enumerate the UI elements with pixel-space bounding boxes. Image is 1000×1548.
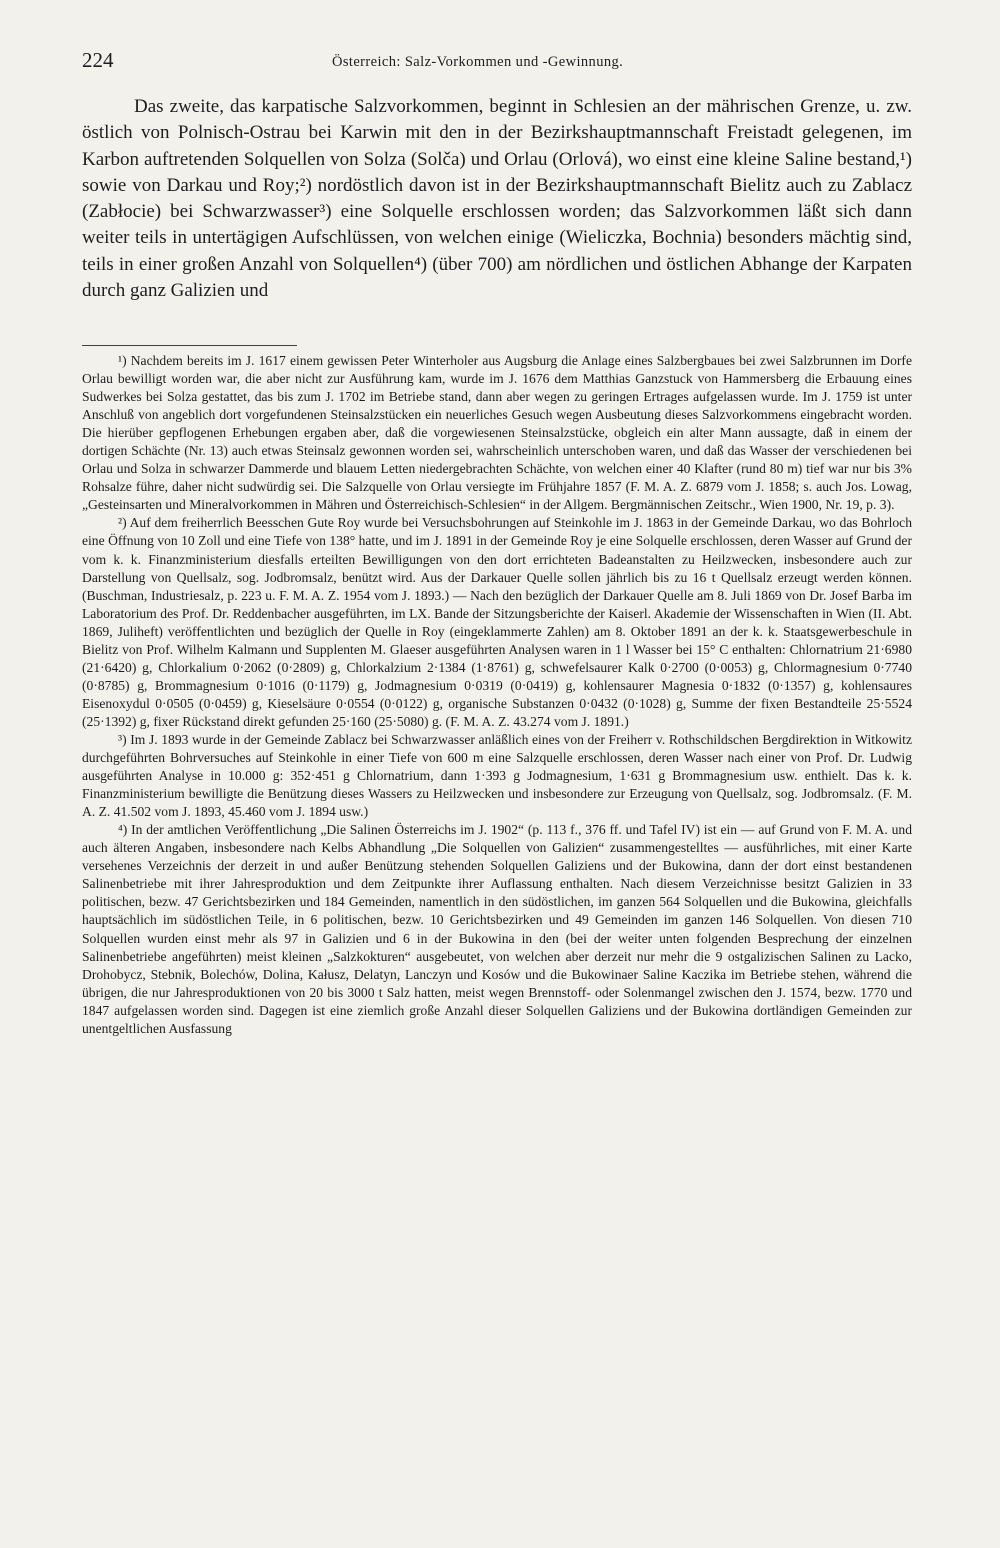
main-paragraph: Das zweite, das karpatische Salzvorkommen, beginnt in Schlesien an der mährischen Grenze, u. zw. östlich von Polnisch-Ostrau bei Karwin mit den in der Bezirkshauptmannschaft Freistadt gelegenen, im Karbon auftretenden Solquellen von Solza (Solča) und Orlau (Orlová), wo einst eine kleine Saline bestand,¹) sowie von Darkau und Roy;²) nordöstlich davon ist in der Bezirkshauptmannschaft Bielitz auch zu Zablacz (Zabłocie) bei Schwarzwasser³) eine Solquelle erschlossen worden; das Salzvorkommen läßt sich dann weiter teils in untertägigen Aufschlüssen, von welchen einige (Wieliczka, Bochnia) besonders mächtig sind, teils in einer großen Anzahl von Solquellen⁴) (über 700) am nördlichen und östlichen Abhange der Karpaten durch ganz Galizien und <box>82 96 912 302</box>
footnote-4 <box>82 821 912 1038</box>
footnote-4-text: In der amtlichen Veröffentlichung „Die Salinen Österreichs im J. 1902“ (p. 113 f., 376 ff. und Tafel IV) ist ein — auf Grund von F. M. A. und auch älteren Angaben, insbesondere nach Kelbs Abhandlung „Die Solquellen von Galizien“ zusammengestelltes — ausführliches, mit einer Karte versehenes Verzeichnis der derzeit in und außer Benützung stehenden Solquellen Galiziens und der Bukowina, dann der dort einst bestandenen Salinenbetriebe mit ihrer Jahresproduktion und dem Zeitpunkte ihrer Auflassung enthalten. Nach diesem Verzeichnisse besitzt Galizien in 33 politischen, bezw. 47 Gerichtsbezirken und 184 Gemeinden, namentlich in den südöstlichen, im ganzen 564 Solquellen und die Bukowina, gleichfalls hauptsächlich im südöstlichen Teile, in 6 politischen, bezw. 10 Gerichtsbezirken und 49 Gemeinden im ganzen 146 Solquellen. Von diesen 710 Solquellen wurden einst mehr als 97 in Galizien und 6 in der Bukowina in den (bei der weiter unten folgenden Besprechung der einzelnen Salinenbetriebe angeführten) meist kleinen „Salzkokturen“ ausgebeutet, von welchen aber derzeit nur mehr die 9 ostgalizischen Salinen zu Lacko, Drohobycz, Stebnik, Bolechów, Dolina, Kałusz, Delatyn, Lanczyn und Kosów und die Bukowinaer Saline Kaczika im Betriebe stehen, während die übrigen, die nur Jahresproduktionen von 20 bis 3000 t Salz hatten, meist wegen Brennstoff- oder Solenmangel zwischen den J. 1574, bezw. 1770 und 1847 aufgelassen worden sind. Dagegen ist eine ziemlich große Anzahl dieser Solquellen Galiziens und der Bukowina dortländigen Gemeinden zur unentgeltlichen Ausfassung <box>82 822 912 1036</box>
page-number: 224 <box>82 48 114 72</box>
footnote-2 <box>82 514 912 731</box>
footnote-1-marker: ¹) <box>118 353 127 368</box>
footnote-2-text: Auf dem freiherrlich Beesschen Gute Roy wurde bei Versuchsbohrungen auf Steinkohle im J. 1863 in der Gemeinde Darkau, wo das Bohrloch eine Öffnung von 10 Zoll und eine Tiefe von 138° hatte, und im J. 1891 in der Gemeinde Roy je eine Solquelle erschlossen, deren Wasser auf Grund der vom k. k. Finanzministerium diesfalls erteilten Bewilligungen von den dort errichteten Badeanstalten zu Heilzwecken, insbesondere auch zur Darstellung von Quellsalz, sog. Jodbromsalz, benützt wird. Aus der Darkauer Quelle sollen jährlich bis zu 16 t Quellsalz erzeugt werden können. (Buschman, Industriesalz, p. 223 u. F. M. A. Z. 1954 vom J. 1893.) — Nach den bezüglich der Darkauer Quelle am 8. Juli 1869 von Dr. Josef Barba im Laboratorium des Prof. Dr. Reddenbacher ausgeführten, im LX. Bande der Sitzungsberichte der Kaiserl. Akademie der Wissenschaften in Wien (II. Abt. 1869, Juliheft) veröffentlichten und bezüglich der Quelle in Roy (eingeklammerte Zahlen) am 8. Oktober 1891 an der k. k. Staatsgewerbeschule in Bielitz von Prof. Wilhelm Kalmann und Supplenten M. Glaeser ausgeführten Analysen waren in 1 l Wasser bei 15° C enthalten: Chlornatrium 21·6980 (21·6420) g, Chlorkalium 0·2062 (0·2809) g, Chlorkalzium 2·1384 (1·8761) g, schwefelsaurer Kalk 0·2700 (0·0053) g, Chlormagnesium 0·7740 (0·8785) g, Brommagnesium 0·1016 (0·1179) g, Jodmagnesium 0·0319 (0·0419) g, kohlensaurer Magnesia 0·1832 (0·1357) g, kohlensaures Eisenoxydul 0·0505 (0·0459) g, Kieselsäure 0·0554 (0·0122) g, organische Substanzen 0·0432 (0·1028) g, Summe der fixen Bestandteile 25·5524 (25·1392) g, fixer Rückstand direkt gefunden 25·160 (25·5080) g. (F. M. A. Z. 43.274 vom J. 1891.) <box>82 515 912 729</box>
footnote-3-marker: ³) <box>118 731 127 747</box>
footnote-1-text: Nachdem bereits im J. 1617 einem gewissen Peter Winterholer aus Augsburg die Anlage eines Salzbergbaues bei zwei Salzbrunnen im Dorfe Orlau bewilligt worden war, die aber nicht zur Ausführung kam, wurde im J. 1676 dem Matthias Ganzstuck von Hammersberg die Erbauung eines Sudwerkes bei Solza gestattet, das bis zum J. 1702 im Betriebe stand, dann aber wegen zu geringen Ertrages aufgelassen wurde. Im J. 1759 ist unter Anschluß von angeblich dort vorgefundenen Steinsalzstücken ein neuerliches Gesuch wegen Ausbeutung dieses Salzvorkommens eingebracht worden. Die hierüber gepflogenen Erhebungen ergaben aber, daß die vorgewiesenen Steinsalzstücke, obgleich ein alter Mann aussagte, daß in einem der dortigen Schächte (Nr. 13) auch etwas Steinsalz gewonnen worden sei, wahrscheinlich unterschoben waren, und daß das Wasser der verschiedenen bei Orlau und Solza in schwarzer Dammerde und blauem Letten niedergebrachten Schächte, von welchen einer 40 Klafter (rund 80 m) tief war nur bis 3% Rohsalze führe, daher nicht sudwürdig sei. Die Salzquelle von Orlau versiegte im Frühjahre 1857 (F. M. A. Z. 6879 vom J. 1858; s. auch Jos. Lowag, „Gesteinsarten und Mineralvorkommen in Mähren und Österreichisch-Schlesien“ in der Allgem. Bergmännischen Zeitschr., Wien 1900, Nr. 19, p. 3). <box>82 353 912 513</box>
footnote-4-marker: ⁴) <box>118 822 128 838</box>
footnote-3-text: Im J. 1893 wurde in der Gemeinde Zablacz bei Schwarzwasser anläßlich eines von der Freiherr v. Rothschildschen Bergdirektion in Witkowitz durchgeführten Bohrversuches auf Steinkohle in einer Tiefe von 600 m eine Salzquelle erschlossen, deren Wasser nach einer von Prof. Dr. Ludwig ausgeführten Analyse in 10.000 g: 352·451 g Chlornatrium, dann 1·393 g Jodmagnesium, 1·631 g Brommagnesium usw. enthielt. Das k. k. Finanzministerium bewilligte die Benützung dieses Wassers zu Heilzwecken und insbesondere zur Erzeugung von Quellsalz, sog. Jodbromsalz. (F. M. A. Z. 41.502 vom J. 1893, 45.460 vom J. 1894 usw.) <box>82 731 912 820</box>
running-head: Österreich: Salz-Vorkommen und -Gewinnung. <box>332 54 624 70</box>
footnote-3 <box>82 731 912 821</box>
page-header <box>82 48 912 74</box>
footnote-1 <box>82 352 912 514</box>
footnote-2-marker: ²) <box>118 515 127 531</box>
footnotes <box>82 352 912 1038</box>
footnote-separator <box>82 345 297 346</box>
